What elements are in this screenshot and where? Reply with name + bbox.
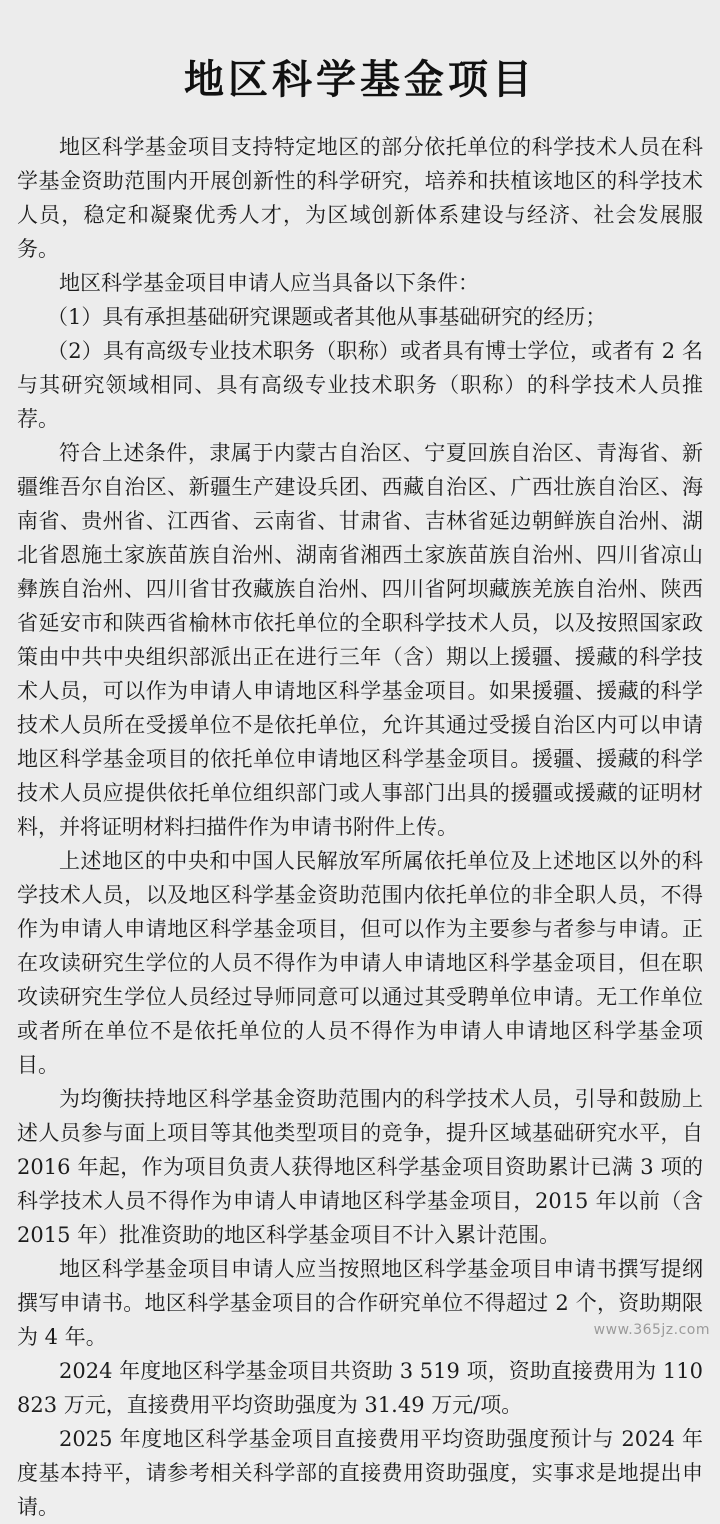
paragraph-restrictions: 上述地区的中央和中国人民解放军所属依托单位及上述地区以外的科学技术人员，以及地区科学基金资助范围内依托单位的非全职人员，不得作为申请人申请地区科学基金项目，但可以作为主要参与者参与申请。正在攻读研究生学位的人员不得作为申请人申请地区科学基金项目，但在职攻读研究生学位人员经过导师同意可以通过其受聘单位申请。无工作单位或者所在单位不是依托单位的人员不得作为申请人申请地区科学基金项目。 <box>17 849 703 1077</box>
paragraph-2024-funding: 2024 年度地区科学基金项目共资助 3 519 项，资助直接费用为 110 823 万元，直接费用平均资助强度为 31.49 万元/项。 <box>17 1359 703 1417</box>
condition-item-2: （2）具有高级专业技术职务（职称）或者具有博士学位，或者有 2 名与其研究领域相同、具有高级专业技术职务（职称）的科学技术人员推荐。 <box>17 339 703 431</box>
paragraph-intro: 地区科学基金项目支持特定地区的部分依托单位的科学技术人员在科学基金资助范围内开展创新性的科学研究，培养和扶植该地区的科学技术人员，稳定和凝聚优秀人才，为区域创新体系建设与经济、社会发展服务。 <box>17 135 703 261</box>
condition-item-1: （1）具有承担基础研究课题或者其他从事基础研究的经历； <box>47 305 607 329</box>
paragraph-limit-rule: 为均衡扶持地区科学基金资助范围内的科学技术人员，引导和鼓励上述人员参与面上项目等其他类型项目的竞争，提升区域基础研究水平，自 2016 年起，作为项目负责人获得地区科学基金项目资助累计已满 3 项的科学技术人员不得作为申请人申请地区科学基金项目，2015 年以前（含 2015 年）批准资助的地区科学基金项目不计入累计范围。 <box>17 1087 703 1247</box>
paragraph-2025-funding: 2025 年度地区科学基金项目直接费用平均资助强度预计与 2024 年度基本持平，请参考相关科学部的直接费用资助强度，实事求是地提出申请。 <box>17 1427 703 1519</box>
document-title: 地区科学基金项目 <box>184 57 536 103</box>
paragraph-eligible-regions: 符合上述条件，隶属于内蒙古自治区、宁夏回族自治区、青海省、新疆维吾尔自治区、新疆生产建设兵团、西藏自治区、广西壮族自治区、海南省、贵州省、江西省、云南省、甘肃省、吉林省延边朝鲜族自治州、湖北省恩施土家族苗族自治州、湖南省湘西土家族苗族自治州、四川省凉山彝族自治州、四川省甘孜藏族自治州、四川省阿坝藏族羌族自治州、陕西省延安市和陕西省榆林市依托单位的全职科学技术人员，以及按照国家政策由中共中央组织部派出正在进行三年（含）期以上援疆、援藏的科学技术人员，可以作为申请人申请地区科学基金项目。如果援疆、援藏的科学技术人员所在受援单位不是依托单位，允许其通过受援自治区内可以申请地区科学基金项目的依托单位申请地区科学基金项目。援疆、援藏的科学技术人员应提供依托单位组织部门或人事部门出具的援疆或援藏的证明材料，并将证明材料扫描件作为申请书附件上传。 <box>17 441 703 839</box>
document-body <box>17 130 703 1524</box>
site-watermark: www.365jz.com <box>593 1322 710 1338</box>
paragraph-conditions-heading: 地区科学基金项目申请人应当具备以下条件： <box>59 271 479 295</box>
paragraph-writing-requirements: 地区科学基金项目申请人应当按照地区科学基金项目申请书撰写提纲撰写申请书。地区科学基金项目的合作研究单位不得超过 2 个，资助期限为 4 年。 <box>17 1257 703 1349</box>
